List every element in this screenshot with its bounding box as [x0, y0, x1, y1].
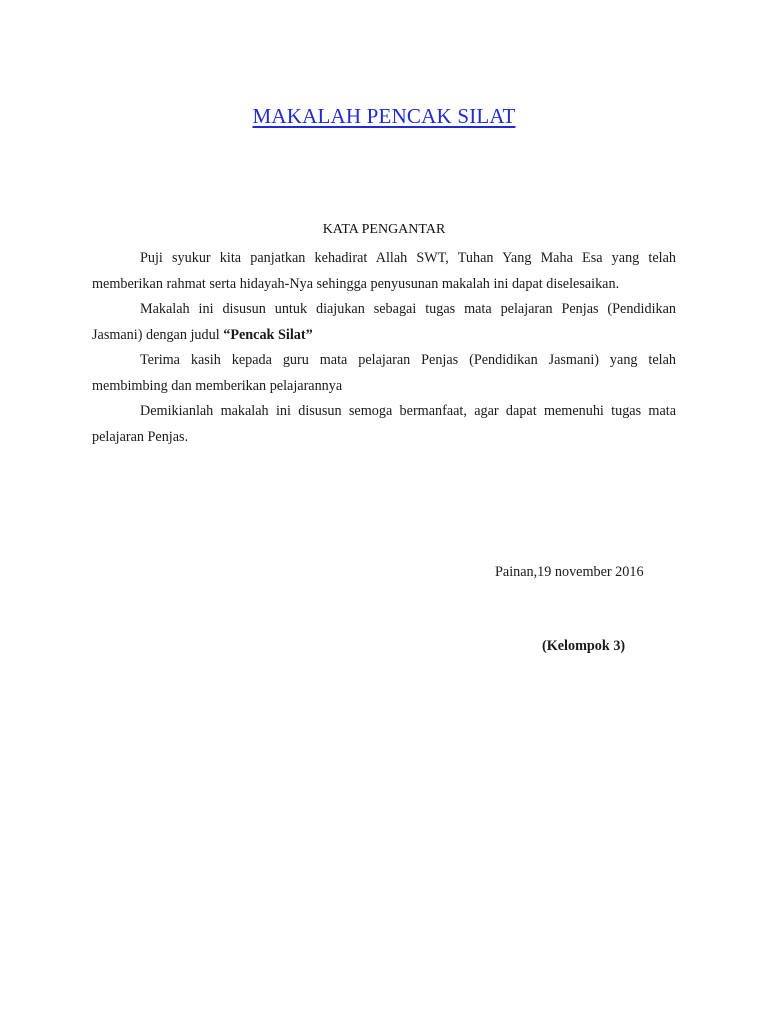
- paragraph-4: Demikianlah makalah ini disusun semoga bermanfaat, agar dapat memenuhi tugas mata pelajaran Penjas.: [92, 403, 676, 445]
- signature: (Kelompok 3): [542, 638, 626, 654]
- paragraph-1: Puji syukur kita panjatkan kehadirat Allah SWT, Tuhan Yang Maha Esa yang telah memberikan rahmat serta hidayah-Nya sehingga penyusunan makalah ini dapat diselesaikan.: [92, 250, 676, 292]
- paragraph-3: Terima kasih kepada guru mata pelajaran Penjas (Pendidikan Jasmani) yang telah membimbing dan memberikan pelajarannya: [92, 352, 676, 394]
- section-heading: KATA PENGANTAR: [322, 222, 446, 237]
- body-text: [92, 246, 676, 450]
- paragraph-2-bold-title: “Pencak Silat”: [223, 326, 313, 343]
- place-date: Painan,19 november 2016: [495, 564, 644, 580]
- paragraph-2: [92, 297, 676, 348]
- document-title: MAKALAH PENCAK SILAT: [252, 104, 516, 128]
- paragraph-2-text: Makalah ini disusun untuk diajukan sebagai tugas mata pelajaran Penjas (Pendidikan Jasmani) dengan judul: [92, 301, 676, 343]
